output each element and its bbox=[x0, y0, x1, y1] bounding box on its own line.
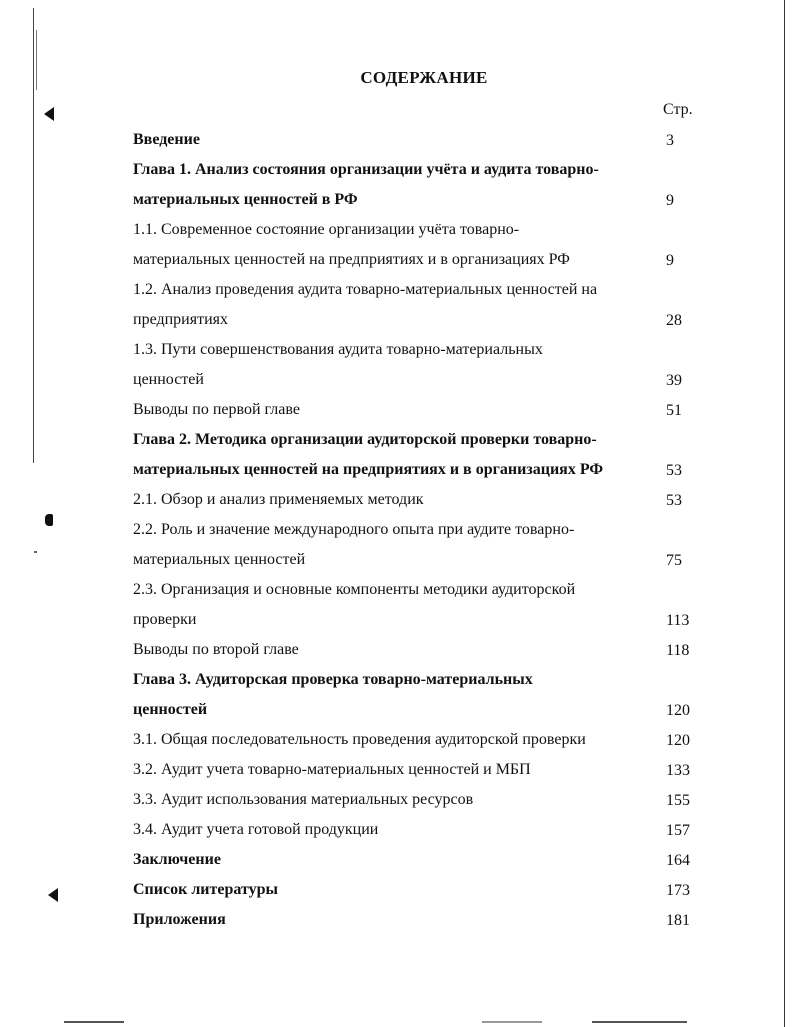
scan-edge-line bbox=[482, 1021, 542, 1023]
toc-entry-line: 2.2. Роль и значение международного опыта при аудите товарно- bbox=[133, 521, 575, 538]
scan-edge-line bbox=[592, 1021, 687, 1023]
toc-page-number: 28 bbox=[666, 312, 682, 329]
toc-entry-line: Глава 2. Методика организации аудиторской проверки товарно- bbox=[133, 431, 597, 448]
toc-entry-line: материальных ценностей в РФ bbox=[133, 191, 358, 208]
toc-entry-line: Приложения bbox=[133, 911, 226, 928]
toc-page-number: 155 bbox=[666, 792, 690, 809]
toc-entry-line: 3.2. Аудит учета товарно-материальных ценностей и МБП bbox=[133, 761, 531, 778]
pages-column-header: Стр. bbox=[663, 101, 693, 118]
page-title: СОДЕРЖАНИЕ bbox=[360, 68, 488, 87]
toc-page-number: 164 bbox=[666, 852, 690, 869]
toc-page-number: 3 bbox=[666, 132, 674, 149]
toc-entry-line: 3.4. Аудит учета готовой продукции bbox=[133, 821, 379, 838]
toc-entry-line: Заключение bbox=[133, 851, 221, 868]
toc-entry-line: предприятиях bbox=[133, 311, 228, 328]
toc-entry-line: Выводы по второй главе bbox=[133, 641, 299, 658]
toc-entry-line: материальных ценностей на предприятиях и в организациях РФ bbox=[133, 461, 604, 478]
toc-entry-line: ценностей bbox=[133, 371, 204, 388]
toc-page-number: 53 bbox=[666, 462, 682, 479]
toc-entry-line: Глава 3. Аудиторская проверка товарно-материальных bbox=[133, 671, 533, 688]
toc-entry-line: 1.3. Пути совершенствования аудита товарно-материальных bbox=[133, 341, 543, 358]
toc-page-number: 120 bbox=[666, 732, 690, 749]
toc-entry-line: Глава 1. Анализ состояния организации учёта и аудита товарно- bbox=[133, 161, 599, 178]
toc-page-number: 173 bbox=[666, 882, 690, 899]
toc-page-number: 51 bbox=[666, 402, 682, 419]
toc-page-number: 181 bbox=[666, 912, 690, 929]
toc-entry-line: материальных ценностей на предприятиях и в организациях РФ bbox=[133, 251, 570, 268]
toc-page-number: 133 bbox=[666, 762, 690, 779]
toc-entry-line: ценностей bbox=[133, 701, 208, 718]
toc-page-number: 118 bbox=[666, 642, 690, 659]
toc-page-number: 9 bbox=[666, 252, 674, 269]
toc-entry-line: 2.3. Организация и основные компоненты методики аудиторской bbox=[133, 581, 576, 598]
toc-page-number: 120 bbox=[666, 702, 690, 719]
toc-entry-line: Выводы по первой главе bbox=[133, 401, 300, 418]
toc-entry-line: материальных ценностей bbox=[133, 551, 306, 568]
toc-entry-line: 3.3. Аудит использования материальных ресурсов bbox=[133, 791, 474, 808]
scan-edge-line bbox=[784, 0, 785, 1027]
toc-entry-line: 1.2. Анализ проведения аудита товарно-материальных ценностей на bbox=[133, 281, 598, 298]
toc-entry-line: 3.1. Общая последовательность проведения аудиторской проверки bbox=[133, 731, 586, 748]
scan-speck bbox=[34, 551, 37, 553]
punch-hole-mark bbox=[48, 888, 58, 902]
toc-entry-line: проверки bbox=[133, 611, 197, 628]
toc-entry-line: 1.1. Современное состояние организации учёта товарно- bbox=[133, 221, 520, 238]
toc-entry-line: Введение bbox=[133, 131, 200, 148]
toc-page-number: 9 bbox=[666, 192, 674, 209]
toc-page-number: 113 bbox=[666, 612, 690, 629]
toc-page-number: 39 bbox=[666, 372, 682, 389]
toc-page-number: 157 bbox=[666, 822, 690, 839]
punch-hole-mark bbox=[45, 514, 53, 526]
toc-page-number: 75 bbox=[666, 552, 682, 569]
toc-page-number: 53 bbox=[666, 492, 682, 509]
scan-edge-line bbox=[64, 1021, 124, 1023]
punch-hole-mark bbox=[44, 107, 54, 121]
toc-entry-line: 2.1. Обзор и анализ применяемых методик bbox=[133, 491, 424, 508]
toc-entry-line: Список литературы bbox=[133, 881, 278, 898]
